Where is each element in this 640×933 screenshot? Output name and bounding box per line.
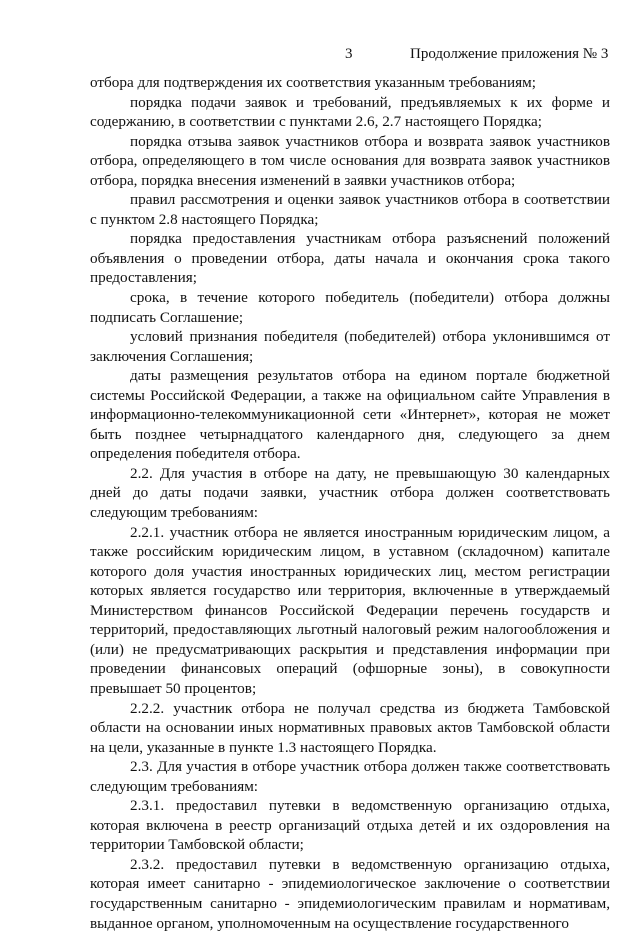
paragraph: 2.2. Для участия в отборе на дату, не превышающую 30 календарных дней до даты подачи заявки, участник отбора должен соответствовать следующим требованиям: — [90, 464, 610, 522]
paragraph: порядка отзыва заявок участников отбора и возврата заявок участников отбора, определяющего в том числе основания для возврата заявок участников отбора, порядка внесения изменений в заявки участников отбора; — [90, 132, 610, 189]
paragraph: 2.2.2. участник отбора не получал средства из бюджета Тамбовской области на основании иных нормативных правовых актов Тамбовской области на цели, указанные в пункте 1.3 настоящего Порядка. — [90, 699, 610, 756]
document-body — [90, 73, 610, 933]
continuation-header: Продолжение приложения № 3 — [410, 46, 609, 62]
paragraph: 2.3. Для участия в отборе участник отбора должен также соответствовать следующим требованиям: — [90, 758, 610, 795]
paragraph: 2.3.2. предоставил путевки в ведомственную организацию отдыха, которая имеет санитарно - эпидемиологическое заключение о соответствии государственным санитарно - эпидемиологическим правилам и нормативам, выданное органом, уполномоченным на осуществление государственного — [90, 855, 610, 932]
paragraph: порядка подачи заявок и требований, предъявляемых к их форме и содержанию, в соответствии с пунктами 2.6, 2.7 настоящего Порядка; — [90, 93, 610, 131]
paragraph: правил рассмотрения и оценки заявок участников отбора в соответствии с пунктом 2.8 настоящего Порядка; — [90, 191, 610, 228]
page-number: 3 — [345, 46, 353, 62]
paragraph: порядка предоставления участникам отбора разъяснений положений объявления о проведении отбора, даты начала и окончания срока такого предоставления; — [90, 230, 610, 287]
paragraph: срока, в течение которого победитель (победители) отбора должны подписать Соглашение; — [90, 289, 610, 326]
paragraph: 2.2.1. участник отбора не является иностранным юридическим лицом, а также российским юридическим лицом, в уставном (складочном) капитале которого доля участия иностранных юридических лиц, местом регистрации которых является государство или территория, включенные в утверждаемый Министерством финансов Российской Федерации перечень государств и территорий, предоставляющих льготный налоговый режим налогообложения и (или) не предусматривающих раскрытия и представления информации при проведении финансовых операций (офшорные зоны), в совокупности превышает 50 процентов; — [90, 523, 610, 697]
paragraph: даты размещения результатов отбора на едином портале бюджетной системы Российской Федерации, а также на официальном сайте Управления в информационно-телекоммуникационной сети «Интернет», которая не может быть позднее четырнадцатого календарного дня, следующего за днем определения победителя отбора. — [90, 367, 610, 463]
paragraph: отбора для подтверждения их соответствия указанным требованиям; — [90, 74, 536, 91]
paragraph: 2.3.1. предоставил путевки в ведомственную организацию отдыха, которая включена в реестр организаций отдыха детей и их оздоровления на территории Тамбовской области; — [90, 797, 610, 854]
paragraph: условий признания победителя (победителей) отбора уклонившимся от заключения Соглашения; — [90, 328, 610, 365]
